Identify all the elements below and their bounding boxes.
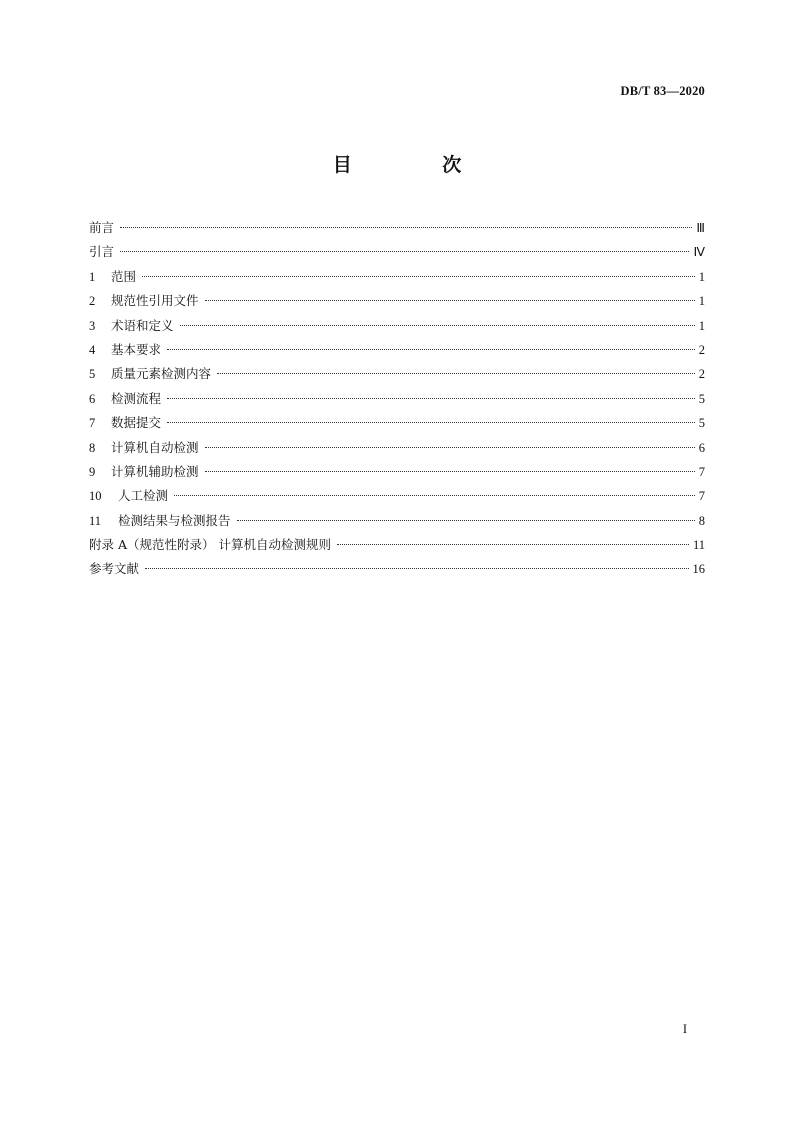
toc-entry-label: 参考文献 [89, 561, 140, 577]
toc-title: 目 次 [332, 154, 504, 176]
toc-entry[interactable] [89, 314, 705, 338]
toc-entry-page: 2 [698, 342, 705, 357]
toc-entry-label: 人工检测 [118, 488, 169, 504]
toc-entry-page: 2 [698, 367, 705, 382]
toc-entry-label: 引言 [89, 244, 115, 260]
toc-entry[interactable] [89, 411, 705, 435]
toc-dot-leader [180, 325, 695, 326]
toc-entry-page: 11 [692, 538, 705, 553]
toc-entry[interactable] [89, 216, 705, 240]
toc-entry-number: 6 [89, 391, 96, 406]
toc-entry[interactable] [89, 289, 705, 313]
toc-dot-leader [167, 422, 695, 423]
toc-entry[interactable] [89, 436, 705, 460]
toc-entry[interactable] [89, 460, 705, 484]
toc-dot-leader [120, 251, 689, 252]
toc-entry[interactable] [89, 509, 705, 533]
toc-entry-label: 数据提交 [111, 415, 162, 431]
toc-entry-page: Ⅳ [693, 245, 705, 260]
toc-entry[interactable] [89, 338, 705, 362]
toc-entry-page: 6 [698, 440, 705, 455]
toc-entry-label: 基本要求 [111, 341, 162, 357]
toc-entry-number: 8 [89, 440, 96, 455]
document-code: DB/T 83—2020 [620, 84, 705, 98]
toc-entry-page: 1 [698, 269, 705, 284]
toc-dot-leader [174, 495, 695, 496]
toc-entry-page: 5 [698, 391, 705, 406]
toc-dot-leader [142, 276, 695, 277]
toc-entry-number: 3 [89, 318, 96, 333]
toc-dot-leader [205, 447, 695, 448]
toc-entry[interactable] [89, 533, 705, 557]
toc-entry-number: 10 [89, 489, 102, 504]
toc-entry-label: 计算机辅助检测 [111, 463, 199, 479]
table-of-contents [89, 216, 705, 582]
toc-dot-leader [237, 520, 695, 521]
toc-entry-page: 1 [698, 294, 705, 309]
toc-entry-label: 检测流程 [111, 390, 162, 406]
toc-entry-number: 9 [89, 464, 96, 479]
toc-dot-leader [167, 398, 695, 399]
toc-entry[interactable] [89, 240, 705, 264]
toc-entry-number: 7 [89, 416, 96, 431]
toc-entry-label: 范围 [111, 268, 137, 284]
toc-entry-number: 1 [89, 269, 96, 284]
toc-dot-leader [120, 227, 692, 228]
toc-dot-leader [145, 568, 688, 569]
toc-dot-leader [205, 471, 695, 472]
toc-entry-number: 11 [89, 513, 102, 528]
toc-entry[interactable] [89, 265, 705, 289]
toc-entry-label: 前言 [89, 220, 115, 235]
toc-dot-leader [167, 349, 695, 350]
toc-entry-label: 计算机自动检测 [111, 439, 199, 455]
toc-entry-label: 质量元素检测内容 [111, 366, 212, 382]
toc-entry-label: 附录 A（规范性附录） 计算机自动检测规则 [89, 537, 331, 553]
toc-entry-page: 7 [698, 489, 705, 504]
toc-entry-number: 2 [89, 294, 96, 309]
toc-entry-page: Ⅲ [696, 221, 705, 235]
toc-entry-label: 检测结果与检测报告 [118, 512, 231, 528]
toc-entry-page: 7 [698, 464, 705, 479]
toc-entry-page: 1 [698, 318, 705, 333]
toc-entry-page: 16 [692, 562, 705, 577]
toc-entry[interactable] [89, 557, 705, 581]
toc-entry-page: 8 [698, 513, 705, 528]
toc-dot-leader [337, 544, 689, 545]
page-number: I [682, 1022, 687, 1036]
toc-entry[interactable] [89, 362, 705, 386]
toc-dot-leader [205, 300, 695, 301]
toc-entry-page: 5 [698, 416, 705, 431]
toc-entry-number: 4 [89, 342, 96, 357]
toc-dot-leader [217, 373, 695, 374]
toc-entry-label: 规范性引用文件 [111, 293, 199, 309]
toc-entry[interactable] [89, 484, 705, 508]
toc-entry-label: 术语和定义 [111, 317, 174, 333]
toc-entry[interactable] [89, 387, 705, 411]
toc-entry-number: 5 [89, 367, 96, 382]
